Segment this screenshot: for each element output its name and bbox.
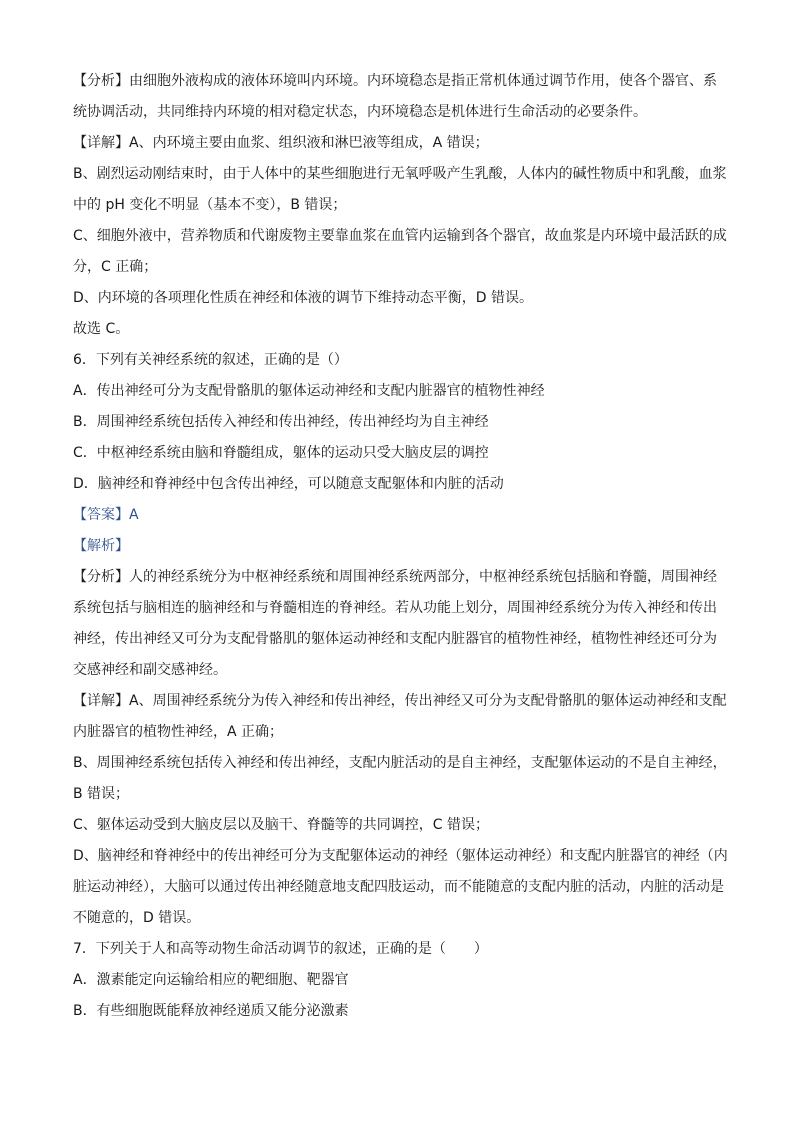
q5-detail-line: 中的 pH 变化不明显（基本不变），B 错误； (73, 197, 347, 213)
q6-detail-line: B 错误； (73, 786, 130, 802)
q6-detail-line: 内脏器官的植物性神经，A 正确； (73, 724, 284, 740)
q5-analysis-line: 统协调活动，共同维持内环境的相对稳定状态，内环境稳态是机体进行生命活动的必要条件。 (73, 104, 647, 120)
q6-analysis-line: 系统包括与脑相连的脑神经和与脊髓相连的脊神经。若从功能上划分，周围神经系统分为传入神经和传出 (73, 600, 717, 616)
q5-detail-line: 【详解】A、内环境主要由血浆、组织液和淋巴液等组成，A 错误； (73, 135, 489, 151)
q7-stem: 7．下列关于人和高等动物生命活动调节的叙述，正确的是（ ） (73, 941, 488, 957)
q6-detail-line: 【详解】A、周围神经系统分为传入神经和传出神经，传出神经又可分为支配骨骼肌的躯体运动神经和支配 (73, 693, 727, 709)
document-body (73, 66, 733, 1027)
q5-detail-line: C、细胞外液中，营养物质和代谢废物主要靠血浆在血管内运输到各个器官，故血浆是内环境中最活跃的成 (73, 228, 727, 244)
q6-option-d: D．脑神经和脊神经中包含传出神经，可以随意支配躯体和内脏的活动 (73, 476, 504, 492)
q6-explanation-label: 【解析】 (73, 538, 129, 554)
q7-option-a: A．激素能定向运输给相应的靶细胞、靶器官 (73, 972, 349, 988)
q6-detail-line: D、脑神经和脊神经中的传出神经可分为支配躯体运动的神经（躯体运动神经）和支配内脏器官的神经（内 (73, 848, 728, 864)
q6-analysis-line: 神经，传出神经又可分为支配骨骼肌的躯体运动神经和支配内脏器官的植物性神经，植物性神经还可分为 (73, 631, 717, 647)
q6-analysis-line: 【分析】人的神经系统分为中枢神经系统和周围神经系统两部分，中枢神经系统包括脑和脊髓，周围神经 (73, 569, 717, 585)
q6-option-c: C．中枢神经系统由脑和脊髓组成，躯体的运动只受大脑皮层的调控 (73, 445, 489, 461)
q5-detail-line: 分，C 正确； (73, 259, 158, 275)
q6-detail-line: B、周围神经系统包括传入神经和传出神经，支配内脏活动的是自主神经，支配躯体运动的不是自主神经， (73, 755, 727, 771)
q6-detail-line: 不随意的，D 错误。 (73, 910, 201, 926)
q5-analysis-line: 【分析】由细胞外液构成的液体环境叫内环境。内环境稳态是指正常机体通过调节作用，使各个器官、系 (73, 73, 717, 89)
q5-detail-line: B、剧烈运动刚结束时，由于人体中的某些细胞进行无氧呼吸产生乳酸，人体内的碱性物质中和乳酸，血浆 (73, 166, 727, 182)
q6-option-b: B．周围神经系统包括传入神经和传出神经，传出神经均为自主神经 (73, 414, 489, 430)
q6-analysis-line: 交感神经和副交感神经。 (73, 662, 227, 678)
q6-detail-line: 脏运动神经），大脑可以通过传出神经随意地支配四肢运动，而不能随意的支配内脏的活动，内脏的活动是 (73, 879, 724, 895)
q5-conclusion: 故选 C。 (73, 321, 130, 337)
q5-detail-line: D、内环境的各项理化性质在神经和体液的调节下维持动态平衡，D 错误。 (73, 290, 534, 306)
q7-option-b: B．有些细胞既能释放神经递质又能分泌激素 (73, 1003, 349, 1019)
q6-stem: 6．下列有关神经系统的叙述，正确的是（） (73, 352, 348, 368)
q6-answer-label: 【答案】A (73, 507, 139, 523)
q6-option-a: A．传出神经可分为支配骨骼肌的躯体运动神经和支配内脏器官的植物性神经 (73, 383, 545, 399)
q6-detail-line: C、躯体运动受到大脑皮层以及脑干、脊髓等的共同调控，C 错误； (73, 817, 489, 833)
